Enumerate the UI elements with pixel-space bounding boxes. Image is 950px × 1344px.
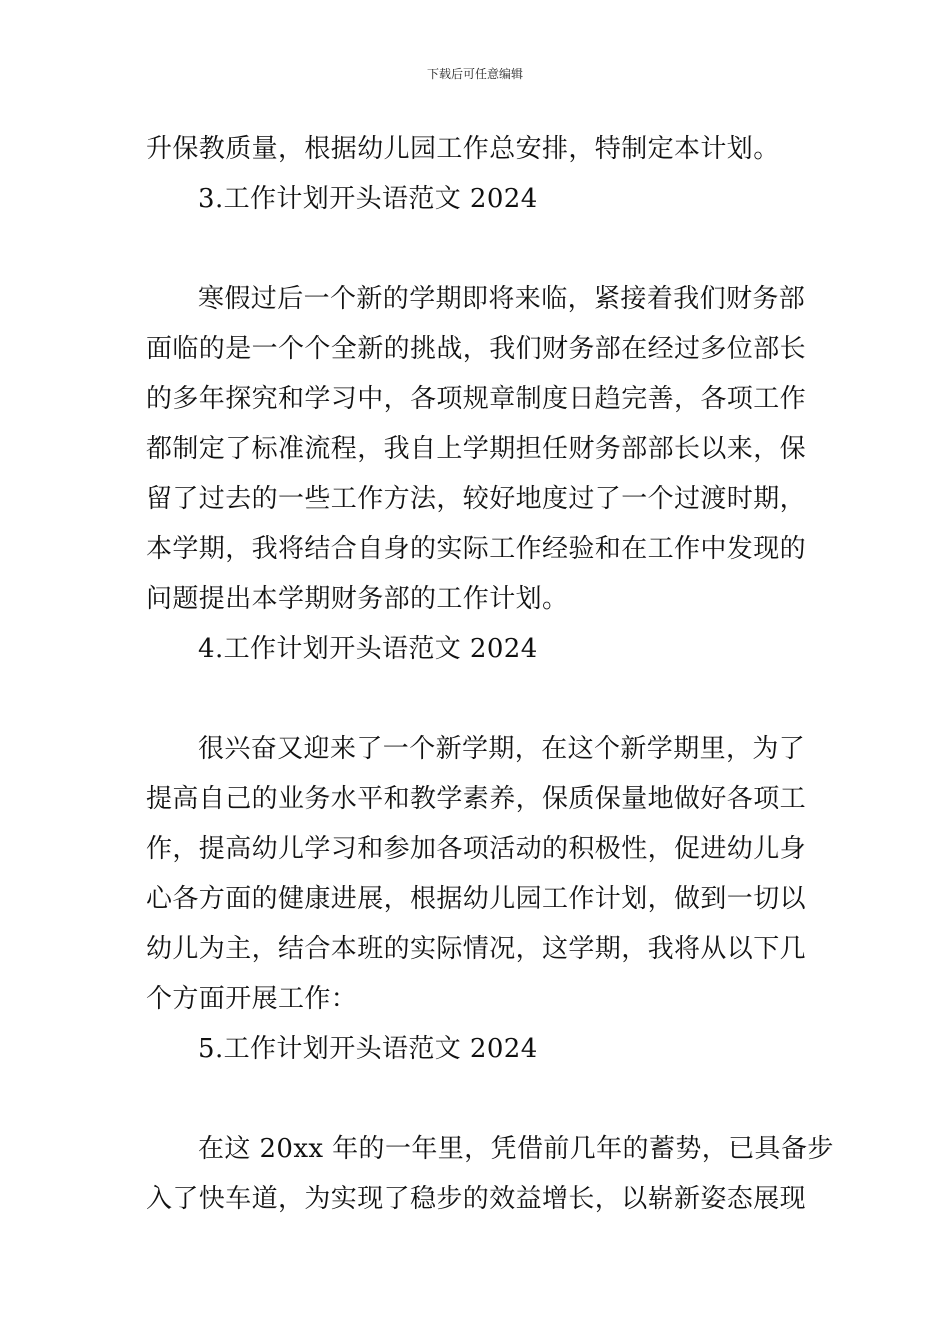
- body-line: 作，提高幼儿学习和参加各项活动的积极性，促进幼儿身: [146, 834, 807, 864]
- blank-line: [146, 224, 811, 274]
- section-heading-4: 4.工作计划开头语范文 2024: [198, 634, 538, 664]
- document-body: [146, 124, 834, 1224]
- blank-line: [146, 1074, 811, 1124]
- body-line: 入了快车道，为实现了稳步的效益增长，以崭新姿态展现: [146, 1184, 807, 1214]
- body-line: 问题提出本学期财务部的工作计划。: [146, 584, 569, 614]
- body-line: 个方面开展工作：: [146, 984, 358, 1014]
- body-line: 的多年探究和学习中，各项规章制度日趋完善，各项工作: [146, 384, 807, 414]
- body-line: 心各方面的健康进展，根据幼儿园工作计划，做到一切以: [146, 884, 807, 914]
- body-line: 都制定了标准流程，我自上学期担任财务部部长以来，保: [146, 434, 807, 464]
- section-heading-3: 3.工作计划开头语范文 2024: [198, 184, 538, 214]
- section-heading-5: 5.工作计划开头语范文 2024: [198, 1034, 538, 1064]
- body-line: 升保教质量，根据幼儿园工作总安排，特制定本计划。: [146, 134, 780, 164]
- page-header: 下载后可任意编辑: [426, 67, 523, 81]
- paragraph-first-line: 寒假过后一个新的学期即将来临，紧接着我们财务部: [198, 284, 806, 314]
- paragraph-first-line: 在这 20xx 年的一年里，凭借前几年的蓄势，已具备步: [198, 1134, 834, 1164]
- body-line: 幼儿为主，结合本班的实际情况，这学期，我将从以下几: [146, 934, 807, 964]
- body-line: 留了过去的一些工作方法，较好地度过了一个过渡时期，: [146, 484, 807, 514]
- body-line: 提高自己的业务水平和教学素养，保质保量地做好各项工: [146, 784, 807, 814]
- body-line: 本学期，我将结合自身的实际工作经验和在工作中发现的: [146, 534, 807, 564]
- blank-line: [146, 674, 811, 724]
- paragraph-first-line: 很兴奋又迎来了一个新学期，在这个新学期里，为了: [198, 734, 806, 764]
- body-line: 面临的是一个个全新的挑战，我们财务部在经过多位部长: [146, 334, 807, 364]
